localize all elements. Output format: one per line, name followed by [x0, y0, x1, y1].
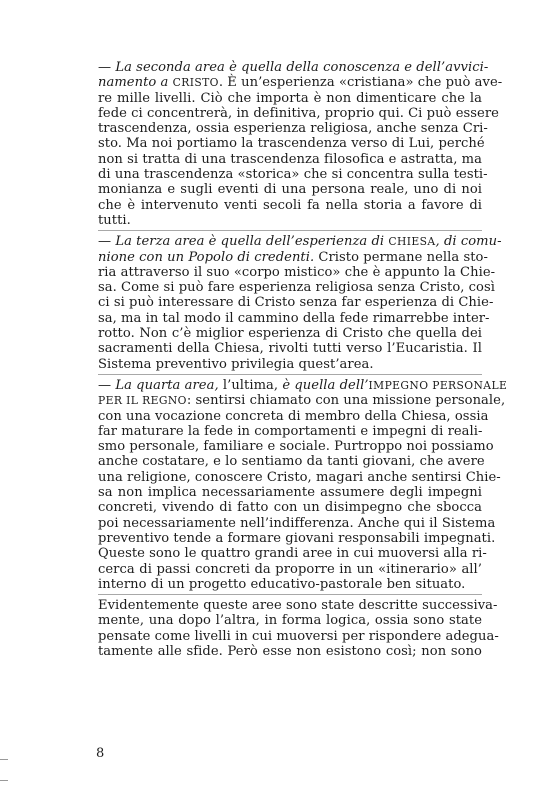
- text-line: [98, 424, 482, 439]
- text-line: [98, 75, 503, 91]
- text-line: [98, 152, 482, 167]
- italic-text: è quella dell’: [282, 377, 369, 393]
- text-line: [98, 644, 482, 659]
- text-line: [98, 598, 498, 614]
- text-run: re mille livelli. Ciò che importa è non dimenticare che la: [98, 90, 482, 106]
- paragraph-separator: [98, 594, 482, 595]
- small-caps-term: CHIESA: [388, 235, 436, 249]
- text-run: sa. Come si può fare esperienza religiosa senza Cristo, così: [98, 280, 495, 296]
- text-line: [98, 500, 482, 515]
- text-line: [98, 485, 482, 500]
- text-line: [98, 60, 489, 75]
- text-line: [98, 613, 482, 628]
- text-line: [98, 357, 482, 372]
- paragraph-separator: [98, 230, 482, 231]
- text-line: [98, 577, 482, 592]
- paragraph-1: [98, 60, 503, 228]
- text-line: [98, 136, 485, 152]
- text-run: cerca di passi concreti da proporre in un «itinerario» all’: [98, 561, 482, 577]
- text-line: [98, 628, 499, 644]
- text-run: monianza e sugli eventi di una persona reale, uno di noi: [98, 182, 482, 198]
- text-line: [98, 454, 485, 470]
- text-run: sacramenti della Chiesa, rivolti tutti verso l’Eucaristia. Il: [98, 341, 482, 357]
- text-line: [98, 198, 482, 213]
- text-run: rotto. Non c’è miglior esperienza di Cristo che quella dei: [98, 326, 482, 342]
- paragraph-2: [98, 234, 502, 372]
- small-caps-term: IMPEGNO PERSONALE: [368, 378, 508, 392]
- text-run: tutti.: [98, 212, 131, 228]
- text-line: [98, 341, 482, 356]
- text-run: smo personale, familiare e sociale. Purtroppo noi possiamo: [98, 439, 494, 455]
- text-line: [98, 121, 488, 137]
- text-run: mente, una dopo l’altra, in forma logica, ossia sono state: [98, 613, 482, 629]
- small-caps-term: PER IL REGNO: [98, 394, 187, 408]
- body-text: [98, 60, 508, 659]
- text-run: di una trascendenza «storica» che si concentra sulla testi-: [98, 167, 488, 183]
- text-run: che è intervenuto venti secoli fa nella storia a favore di: [98, 197, 482, 213]
- text-line: [98, 182, 482, 197]
- italic-text: nione con un Popolo di credenti.: [98, 249, 319, 265]
- text-run: Cristo permane nella sto-: [318, 249, 488, 265]
- text-run: anche costatare, e lo sentiamo da tanti giovani, che avere: [98, 454, 485, 470]
- text-run: con una vocazione concreta di membro della Chiesa, ossia: [98, 408, 489, 424]
- text-run: . È un’esperienza «cristiana» che può ave-: [218, 75, 503, 91]
- italic-text: — La seconda area è quella della conoscenza e dell’avvici-: [98, 60, 489, 75]
- text-run: l’ultima,: [222, 377, 283, 393]
- text-line: [98, 408, 489, 424]
- text-run: ci si può interessare di Cristo senza far esperienza di Chie-: [98, 295, 494, 311]
- text-line: [98, 326, 482, 341]
- text-run: fede ci concentrerà, in definitiva, proprio qui. Ci può essere: [98, 105, 499, 121]
- text-run: tamente alle sfide. Però esse non esistono così; non sono: [98, 643, 482, 659]
- text-run: poi necessariamente nell’indifferenza. Anche qui il Sistema: [98, 515, 496, 531]
- text-run: interno di un progetto educativo-pastorale ben situato.: [98, 576, 466, 592]
- text-line: [98, 295, 494, 311]
- text-line: [98, 439, 494, 455]
- text-line: [98, 280, 495, 296]
- text-line: [98, 249, 488, 265]
- text-run: una religione, conoscere Cristo, magari anche sentirsi Chie-: [98, 469, 501, 485]
- text-run: Evidentemente queste aree sono state descritte successiva-: [98, 598, 498, 614]
- text-run: Queste sono le quattro grandi aree in cui muoversi alla ri-: [98, 546, 487, 562]
- text-run: pensate come livelli in cui muoversi per rispondere adegua-: [98, 628, 499, 644]
- text-run: : sentirsi chiamato con una missione personale,: [186, 393, 506, 409]
- text-line: [98, 310, 490, 326]
- text-line: [98, 469, 501, 485]
- text-line: [98, 562, 482, 577]
- italic-text: , di comu-: [435, 234, 502, 250]
- text-run: concreti, vivendo di fatto con un disimpegno che sbocca: [98, 500, 482, 516]
- text-run: non si tratta di una trascendenza filosofica e astratta, ma: [98, 151, 482, 167]
- text-line: [98, 105, 499, 121]
- paragraph-separator: [98, 374, 482, 375]
- text-line: [98, 213, 482, 228]
- text-run: sa, ma in tal modo il cammino della fede rimarrebbe inter-: [98, 310, 490, 326]
- text-run: far maturare la fede in comportamenti e impegni di reali-: [98, 423, 483, 439]
- text-run: Sistema preventivo privilegia quest’area.: [98, 356, 374, 372]
- text-line: [98, 167, 488, 183]
- text-line: [98, 264, 496, 280]
- italic-text: — La terza area è quella dell’esperienza di: [98, 234, 389, 250]
- text-line: [98, 393, 506, 409]
- italic-text: — La quarta area,: [98, 377, 223, 393]
- text-line: [98, 234, 502, 250]
- text-run: sa non implica necessariamente assumere degli impegni: [98, 485, 482, 501]
- text-run: trascendenza, ossia esperienza religiosa, anche senza Cri-: [98, 121, 488, 137]
- text-run: preventivo tende a formare giovani responsabili impegnati.: [98, 530, 496, 546]
- paragraph-4: [98, 598, 499, 659]
- text-line: [98, 91, 482, 106]
- text-run: sto. Ma noi portiamo la trascendenza verso di Lui, perché: [98, 136, 485, 152]
- page-number: 8: [96, 746, 105, 761]
- text-line: [98, 530, 496, 546]
- text-line: [98, 515, 496, 531]
- text-run: ria attraverso il suo «corpo mistico» che è appunto la Chie-: [98, 264, 496, 280]
- text-line: [98, 546, 487, 562]
- italic-text: namento a: [98, 75, 173, 91]
- text-line: [98, 377, 508, 393]
- paragraph-3: [98, 377, 508, 592]
- page-edge-mark: [0, 759, 8, 781]
- small-caps-term: CRISTO: [172, 76, 219, 90]
